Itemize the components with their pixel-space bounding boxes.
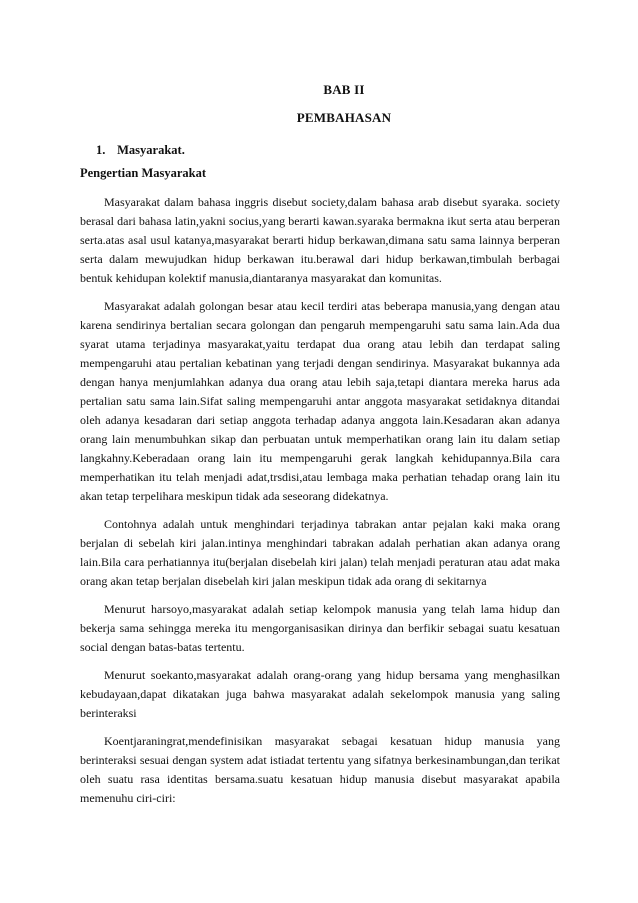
body-text	[80, 193, 560, 817]
chapter-number: BAB II	[323, 82, 365, 97]
subsection-heading	[96, 143, 185, 158]
paragraph: Menurut harsoyo,masyarakat adalah setiap kelompok manusia yang telah lama hidup dan bekerja sama sehingga mereka itu mengorganisasikan dirinya dan berfikir sebagai suatu kesatuan social dengan batas-batas tertentu.	[80, 602, 560, 654]
subsection-number: 1.	[96, 143, 106, 157]
section-title: Pengertian Masyarakat	[80, 166, 207, 180]
chapter-title: PEMBAHASAN	[296, 110, 392, 125]
paragraph: Masyarakat adalah golongan besar atau kecil terdiri atas beberapa manusia,yang dengan atau karena sendirinya bertalian secara golongan dan pengaruh mempengaruhi satu sama lain.Ada dua syarat utama terjadinya masyarakat,yaitu terdapat dua orang atau lebih dan terdapat saling mempengaruhi atau pertalian kebatinan yang terjadi dengan sendirinya. Masyarakat bukannya ada dengan hanya menjumlahkan adanya dua orang atau lebih saja,tetapi diantara mereka harus ada pertalian satu sama lain.Sifat saling mempengaruhi antar anggota masyarakat setidaknya ditandai oleh adanya kesadaran dari setiap anggota terhadap adanya anggota lain.Kesadaran akan adanya orang lain menumbuhkan sikap dan perbuatan untuk memperhatikan orang lain itu dalam setiap langkahny.Keberadaan orang lain itu mempengaruhi gerak langkah kehidupannya.Bila cara memperhatikan itu telah menjadi adat,trsdisi,atau lembaga maka perhatian tehadap orang lain itu akan tetap terpelihara meskipun tidak ada seseorang didekatnya.	[80, 299, 560, 503]
paragraph: Menurut soekanto,masyarakat adalah orang-orang yang hidup bersama yang menghasilkan kebudayaan,dapat dikatakan juga bahwa masyarakat adalah sekelompok manusia yang saling berinteraksi	[80, 668, 560, 720]
subsection-title: Masyarakat.	[117, 143, 185, 157]
paragraph: Contohnya adalah untuk menghindari terjadinya tabrakan antar pejalan kaki maka orang berjalan di sebelah kiri jalan.intinya menghindari tabrakan adalah perhatian akan adanya orang lain.Bila cara perhatiannya itu(berjalan disebelah kiri jalan) telah menjadi peraturan atau adat maka orang akan tetap berjalan disebelah kiri jalan meskipun tidak ada orang di sekitarnya	[80, 517, 560, 588]
paragraph: Masyarakat dalam bahasa inggris disebut society,dalam bahasa arab disebut syaraka. society berasal dari bahasa latin,yakni socius,yang berarti kawan.syaraka bermakna ikut serta atau berperan serta.atas asal usul katanya,masyarakat berarti hidup berkawan,dimana satu sama lainnya berperan serta dalam mewujudkan hidup berkawan itu.berawal dari hidup berkawan,timbulah berbagai bentuk kehidupan kolektif manusia,diantaranya masyarakat dan komunitas.	[80, 195, 560, 285]
paragraph: Koentjaraningrat,mendefinisikan masyarakat sebagai kesatuan hidup manusia yang berinteraksi sesuai dengan system adat istiadat tertentu yang sifatnya berkesinambungan,dan terikat oleh suatu rasa identitas bersama.suatu kesatuan hidup manusia disebut masyarakat apabila memenuhu ciri-ciri:	[80, 734, 560, 805]
